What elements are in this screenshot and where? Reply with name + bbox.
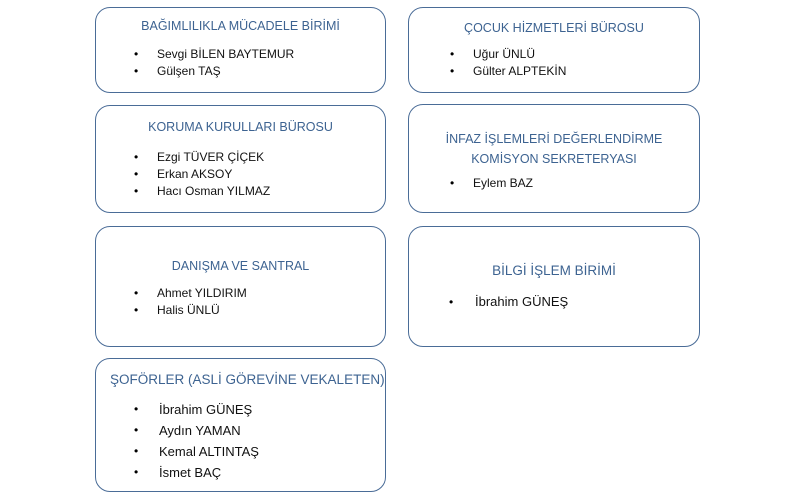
member-item: • İbrahim GÜNEŞ [449, 293, 568, 311]
unit-box-koruma-kurullari [95, 105, 386, 213]
member-item: • İsmet BAÇ [134, 462, 259, 483]
unit-box-danisma-santral [95, 226, 386, 347]
member-item: • Hacı Osman YILMAZ [134, 183, 270, 200]
unit-box-infaz-islemleri [408, 104, 700, 213]
member-item: • Ahmet YILDIRIM [134, 285, 247, 302]
member-item: • Gülşen TAŞ [134, 63, 294, 80]
unit-box-cocuk-hizmetleri [408, 7, 700, 93]
member-item: • Aydın YAMAN [134, 420, 259, 441]
member-item: • Erkan AKSOY [134, 166, 270, 183]
unit-title: ÇOCUK HİZMETLERİ BÜROSU [464, 21, 644, 35]
member-item: • Kemal ALTINTAŞ [134, 441, 259, 462]
unit-box-soforler [95, 358, 386, 492]
member-list [134, 399, 259, 483]
member-list [134, 285, 247, 319]
unit-box-bilgi-islem [408, 226, 700, 347]
unit-title: BİLGİ İŞLEM BİRİMİ [492, 263, 616, 278]
unit-title: KORUMA KURULLARI BÜROSU [148, 120, 333, 134]
unit-title: İNFAZ İŞLEMLERİ DEĞERLENDİRME KOMİSYON SEKRETERYASI [445, 132, 663, 166]
unit-title: BAĞIMLILIKLA MÜCADELE BİRİMİ [141, 19, 340, 33]
unit-title: DANIŞMA VE SANTRAL [171, 259, 310, 273]
member-list [449, 293, 568, 311]
member-item: • Uğur ÜNLÜ [450, 46, 566, 63]
unit-box-bagimlilikla-mucadele [95, 7, 386, 93]
member-item: • Halis ÜNLÜ [134, 302, 247, 319]
member-list [450, 46, 566, 80]
member-item: • Ezgi TÜVER ÇİÇEK [134, 149, 270, 166]
member-item: • İbrahim GÜNEŞ [134, 399, 259, 420]
member-item: • Sevgi BİLEN BAYTEMUR [134, 46, 294, 63]
member-item: • Eylem BAZ [450, 175, 533, 192]
member-item: • Gülter ALPTEKİN [450, 63, 566, 80]
member-list [134, 149, 270, 200]
member-list [450, 175, 533, 192]
member-list [134, 46, 294, 80]
unit-title: ŞOFÖRLER (ASLİ GÖREVİNE VEKALETEN) [110, 372, 385, 387]
